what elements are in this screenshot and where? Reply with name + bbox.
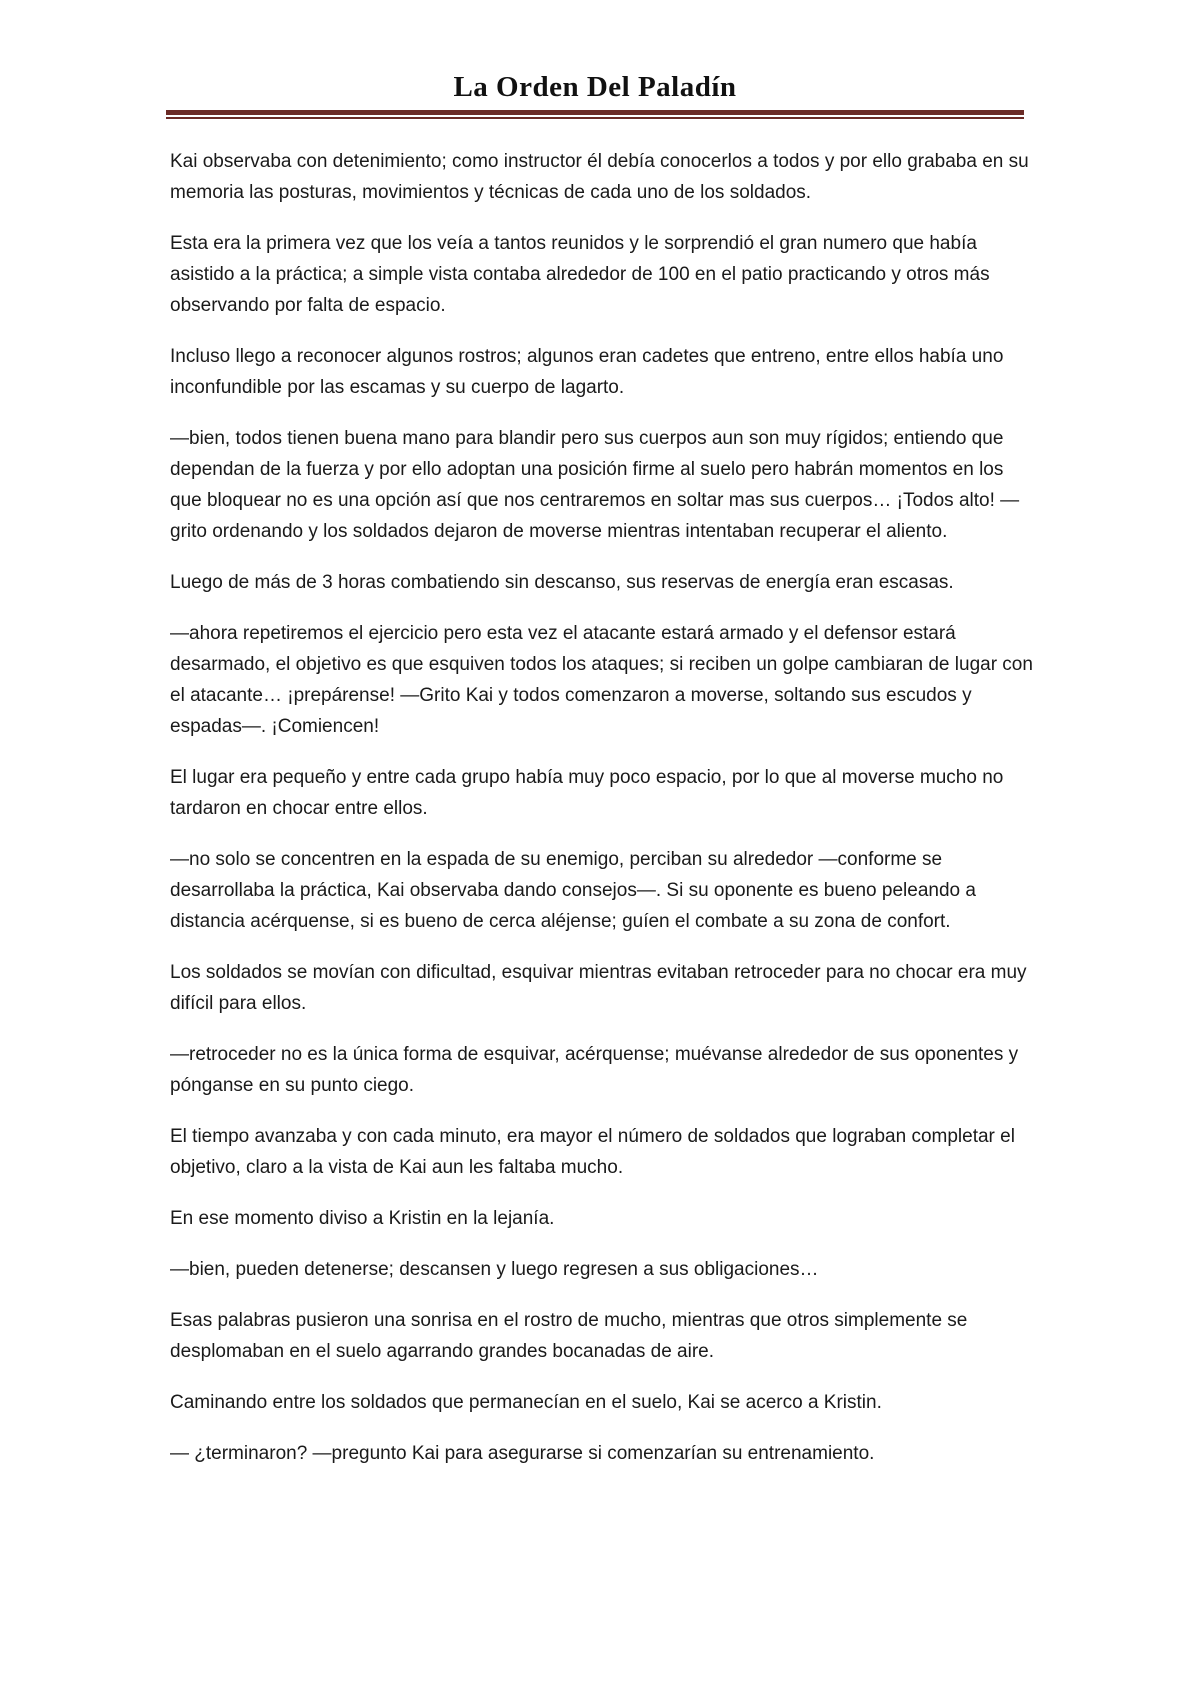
header-divider-thick <box>166 110 1024 115</box>
paragraph: —bien, todos tienen buena mano para blandir pero sus cuerpos aun son muy rígidos; entiendo que dependan de la fuerza y por ello adoptan una posición firme al suelo pero habrán momentos en los que bloquear no es una opción así que nos centraremos en soltar mas sus cuerpos… ¡Todos alto! —grito ordenando y los soldados dejaron de moverse mientras intentaban recuperar el aliento. <box>170 428 1020 542</box>
page-title: La Orden Del Paladín <box>453 71 737 103</box>
paragraph: El tiempo avanzaba y con cada minuto, era mayor el número de soldados que lograban completar el objetivo, claro a la vista de Kai aun les faltaba mucho. <box>170 1126 1015 1178</box>
paragraph: Esta era la primera vez que los veía a tantos reunidos y le sorprendió el gran numero que había asistido a la práctica; a simple vista contaba alrededor de 100 en el patio practicando y otros más observando por falta de espacio. <box>170 233 990 316</box>
paragraph: Incluso llego a reconocer algunos rostros; algunos eran cadetes que entreno, entre ellos había uno inconfundible por las escamas y su cuerpo de lagarto. <box>170 346 1004 398</box>
paragraph: Caminando entre los soldados que permanecían en el suelo, Kai se acerco a Kristin. <box>170 1392 882 1413</box>
page-header <box>166 70 1024 105</box>
paragraph: Kai observaba con detenimiento; como instructor él debía conocerlos a todos y por ello grababa en su memoria las posturas, movimientos y técnicas de cada uno de los soldados. <box>170 151 1029 203</box>
paragraph: —ahora repetiremos el ejercicio pero esta vez el atacante estará armado y el defensor estará desarmado, el objetivo es que esquiven todos los ataques; si reciben un golpe cambiaran de lugar con el atacante… ¡prepárense! —Grito Kai y todos comenzaron a moverse, soltando sus escudos y espadas—. ¡Comiencen! <box>170 623 1033 737</box>
header-divider-thin <box>166 117 1024 119</box>
paragraph: —no solo se concentren en la espada de su enemigo, perciban su alrededor —conforme se desarrollaba la práctica, Kai observaba dando consejos—. Si su oponente es bueno peleando a distancia acérquense, si es bueno de cerca aléjense; guíen el combate a su zona de confort. <box>170 849 976 932</box>
paragraph: —bien, pueden detenerse; descansen y luego regresen a sus obligaciones… <box>170 1259 819 1280</box>
paragraph: — ¿terminaron? —pregunto Kai para asegurarse si comenzarían su entrenamiento. <box>170 1443 875 1464</box>
chapter-body <box>170 146 1040 1489</box>
header-divider <box>166 110 1024 119</box>
paragraph: Los soldados se movían con dificultad, esquivar mientras evitaban retroceder para no chocar era muy difícil para ellos. <box>170 962 1027 1014</box>
paragraph: Esas palabras pusieron una sonrisa en el rostro de mucho, mientras que otros simplemente se desplomaban en el suelo agarrando grandes bocanadas de aire. <box>170 1310 968 1362</box>
paragraph: —retroceder no es la única forma de esquivar, acérquense; muévanse alrededor de sus oponentes y pónganse en su punto ciego. <box>170 1044 1019 1096</box>
paragraph: En ese momento diviso a Kristin en la lejanía. <box>170 1208 555 1229</box>
paragraph: Luego de más de 3 horas combatiendo sin descanso, sus reservas de energía eran escasas. <box>170 572 954 593</box>
paragraph: El lugar era pequeño y entre cada grupo había muy poco espacio, por lo que al moverse mucho no tardaron en chocar entre ellos. <box>170 767 1004 819</box>
